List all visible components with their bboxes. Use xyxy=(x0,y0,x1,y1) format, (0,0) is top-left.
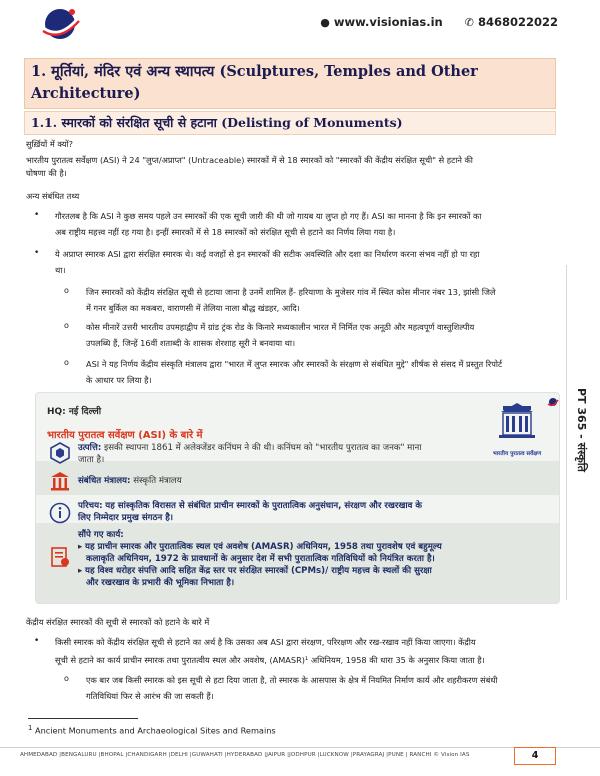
intro-text-2: लिए निम्मेदार प्रमुख संगठन है। xyxy=(78,513,174,523)
ministry-label: संबंधित मंत्रालय: xyxy=(78,476,131,486)
task-2-text-2: और रखरखाव के प्रभारी की भूमिका निभाता है। xyxy=(86,578,235,588)
ministry-text: संस्कृति मंत्रालय xyxy=(133,476,182,486)
delisting-sub-line-1: एक बार जब किसी स्मारक को इस सूची से हटा दिया जाता है, तो स्मारक के आसपास के क्षेत्र में नियमित निर्माण कार्य और शहरीकरण संबंधी xyxy=(86,675,498,685)
bullet-dot: • xyxy=(34,636,40,646)
hq-label: HQ: नई दिल्ली xyxy=(47,407,102,417)
bullet-1-line-2: अब राष्ट्रीय महत्त्व नहीं रह गया है। इन्हीं स्मारकों में से 18 स्मारकों को संरक्षित सूची से हटाने का निर्णय लिया गया है। xyxy=(55,227,396,237)
website-link[interactable]: www.visionias.in xyxy=(333,15,443,29)
sub-bullet-1-line-2: में गनर बुर्किल का मकबरा, वाराणसी में तेलिया नाला बौद्ध खंडहर, आदि। xyxy=(86,303,300,313)
footnote-number: 1 xyxy=(28,724,33,732)
sub-bullet-circle: o xyxy=(64,321,69,330)
asi-info-card xyxy=(35,392,560,604)
intro-label: परिचय: xyxy=(78,501,103,511)
sub-bullet-3-line-1: ASI ने यह निर्णय केंद्रीय संस्कृति मंत्रालय द्वारा "भारत में लुप्त स्मारक और स्मारकों के संरक्षण से संबंधित मुद्दे" शीर्षक से संसद में प्रस्तुत रिपोर्ट xyxy=(86,359,503,369)
tasks-label-text: सौंपे गए कार्य: xyxy=(78,530,124,540)
section-heading xyxy=(24,111,556,135)
document-icon xyxy=(49,546,71,568)
bullet-1-line-1: गौरतलब है कि ASI ने कुछ समय पहले उन स्मारकों की एक सूची जारी की थी जो गायब या लुप्त हो गए हैं। ASI का मानना है कि इन स्मारकों का xyxy=(55,211,482,221)
sub-bullet-circle: o xyxy=(64,674,69,683)
task-1-line-1: ▸ यह प्राचीन स्मारक और पुरातात्विक स्थल एवं अवशेष (AMASR) अधिनियम, 1958 तथा पुरावशेष एवं बहुमूल्य xyxy=(78,542,442,552)
task-2-line-2 xyxy=(86,577,234,589)
side-divider xyxy=(566,265,567,600)
page-footer xyxy=(0,747,600,766)
delisting-bullet-line-1: किसी स्मारक को केंद्रीय संरक्षित सूची से हटाने का अर्थ है कि उसका अब ASI द्वारा संरक्षण, परिरक्षण और रख-रखाव नहीं किया जाएगा। केंद्रीय xyxy=(55,637,476,647)
footer-cities: AHMEDABAD |BENGALURU |BHOPAL |CHANDIGARH |DELHI |GUWAHATI |HYDERABAD |JAIPUR |JODHPUR |LUCKNOW |PRAYAGRAJ |PUNE | RANCHI © Vision IAS xyxy=(20,752,470,758)
globe-icon: ● xyxy=(320,15,330,29)
news-line-2: घोषणा की है। xyxy=(26,168,67,178)
facts-label: अन्य संबंधित तथ्य xyxy=(26,191,80,201)
chapter-heading xyxy=(24,58,556,109)
origin-line-2: जाता है। xyxy=(78,455,105,465)
intro-line-2 xyxy=(78,512,173,524)
side-label xyxy=(571,388,591,538)
vision-logo-small xyxy=(547,396,559,408)
task-2-line-1: ▸ यह विश्व धरोहर संपत्ति आदि सहित केंद्र स्तर पर संरक्षित स्मारकों (CPMs)/ राष्ट्रीय महत्त्व के स्थलों की सुरक्षा xyxy=(78,566,432,576)
phone-icon: ✆ xyxy=(464,15,474,29)
phone-number[interactable]: 8468022022 xyxy=(477,15,558,29)
ministry-line xyxy=(78,475,182,487)
page-number: 4 xyxy=(514,747,556,765)
sub-bullet-2-line-2: उपलब्धि हैं, जिन्हें 16वीं शताब्दी के शासक शेरशाह सूरी ने बनवाया था। xyxy=(86,338,296,348)
delisting-bullet-line-2: सूची से हटाने का कार्य प्राचीन स्मारक तथा पुरातत्वीय स्थल और अवशेष, (AMASR)¹ अधिनियम, 1958 की धारा 35 के अनुसार किया जाता है। xyxy=(55,655,485,665)
chapter-heading-line1: 1. मूर्तियां, मंदिर एवं अन्य स्थापत्य (Sculptures, Temples and Other xyxy=(31,63,478,80)
sub-bullet-circle: o xyxy=(64,358,69,367)
vision-ias-logo xyxy=(38,4,82,44)
bullet-dot: • xyxy=(34,248,40,258)
delisting-sub-line-2: गतिविधियां फिर से आरंभ की जा सकती हैं। xyxy=(86,691,214,701)
side-label-text: PT 365 - संस्कृति xyxy=(575,388,588,472)
building-icon xyxy=(49,470,71,492)
contact-info xyxy=(320,15,558,29)
sub-bullet-1-line-1: जिन स्मारकों को केंद्रीय संरक्षित सूची से हटाया जाना है उनमें शामिल हैं- हरियाणा के मुजेसर गांव में स्थित कोस मीनार नंबर 13, झांसी जिले xyxy=(86,287,496,297)
intro-line-1 xyxy=(78,500,422,512)
footnote-text: Ancient Monuments and Archaeological Sites and Remains xyxy=(34,725,276,736)
sub-bullet-3-line-2: के आधार पर लिया है। xyxy=(86,375,152,385)
sub-bullet-circle: o xyxy=(64,286,69,295)
task-2-text-1: यह विश्व धरोहर संपत्ति आदि सहित केंद्र स्तर पर संरक्षित स्मारकों (CPMs)/ राष्ट्रीय महत्त्व के स्थलों की सुरक्षा xyxy=(85,566,432,576)
bullet-2-line-1: ये अप्राप्त स्मारक ASI द्वारा संरक्षित स्मारक थे। कई वजहों से इन स्मारकों की सटीक अवस्थिति और दशा का निर्धारण करना संभव नहीं हो पा रहा xyxy=(55,249,480,259)
section-heading-text: 1.1. स्मारकों को संरक्षित सूची से हटाना (Delisting of Monuments) xyxy=(31,115,403,130)
hexagon-icon xyxy=(49,442,71,464)
tasks-label xyxy=(78,529,124,541)
task-1-text-2: कलाकृति अधिनियम, 1972 के प्रावधानों के अनुसार देश में सभी पुरातात्विक गतिविधियों को नियंत्रित करता है। xyxy=(86,554,435,564)
task-1-line-2 xyxy=(86,553,435,565)
asi-title: भारतीय पुरातत्व सर्वेक्षण (ASI) के बारे में xyxy=(47,430,203,441)
chapter-heading-line2: Architecture) xyxy=(31,85,141,102)
news-line-1: भारतीय पुरातत्व सर्वेक्षण (ASI) ने 24 "लुप्त/अप्राप्त" (Untraceable) स्मारकों में से 18 स्मारकों को "स्मारकों की केंद्रीय संरक्षित सूची" से हटाने की xyxy=(26,155,473,165)
footnote-rule xyxy=(28,718,138,719)
asi-logo-icon xyxy=(489,400,545,450)
info-icon xyxy=(49,502,71,524)
delisting-label: केंद्रीय संरक्षित स्मारकों की सूची से स्मारकों को हटाने के बारे में xyxy=(26,617,210,627)
asi-logo-caption: भारतीय पुरातत्व सर्वेक्षण xyxy=(492,451,542,457)
origin-text: इसकी स्थापना 1861 में अलेक्जेंडर कनिंघम ने की थी। कनिंघम को "भारतीय पुरातत्व का जनक" माना xyxy=(104,443,422,453)
task-1-text-1: यह प्राचीन स्मारक और पुरातात्विक स्थल एवं अवशेष (AMASR) अधिनियम, 1958 तथा पुरावशेष एवं बहुमूल्य xyxy=(85,542,442,552)
sub-bullet-2-line-1: कोस मीनारें उत्तरी भारतीय उपमहाद्वीप में ग्रांड ट्रंक रोड के किनारे मध्यकालीन भारत में निर्मित एक अनूठी और महत्वपूर्ण वास्तुशिल्पीय xyxy=(86,322,475,332)
intro-text-1: यह सांस्कृतिक विरासत से संबंधित प्राचीन स्मारकों के पुरातात्विक अनुसंधान, संरक्षण और रखरखाव के xyxy=(105,501,423,511)
footnote xyxy=(28,724,276,736)
origin-line-1 xyxy=(78,442,422,454)
bullet-2-line-2: था। xyxy=(55,265,66,275)
news-label: सुर्ख़ियों में क्यों? xyxy=(26,139,73,149)
page-header xyxy=(0,0,600,48)
bullet-dot: • xyxy=(34,210,40,220)
origin-label: उत्पत्ति: xyxy=(78,443,102,453)
